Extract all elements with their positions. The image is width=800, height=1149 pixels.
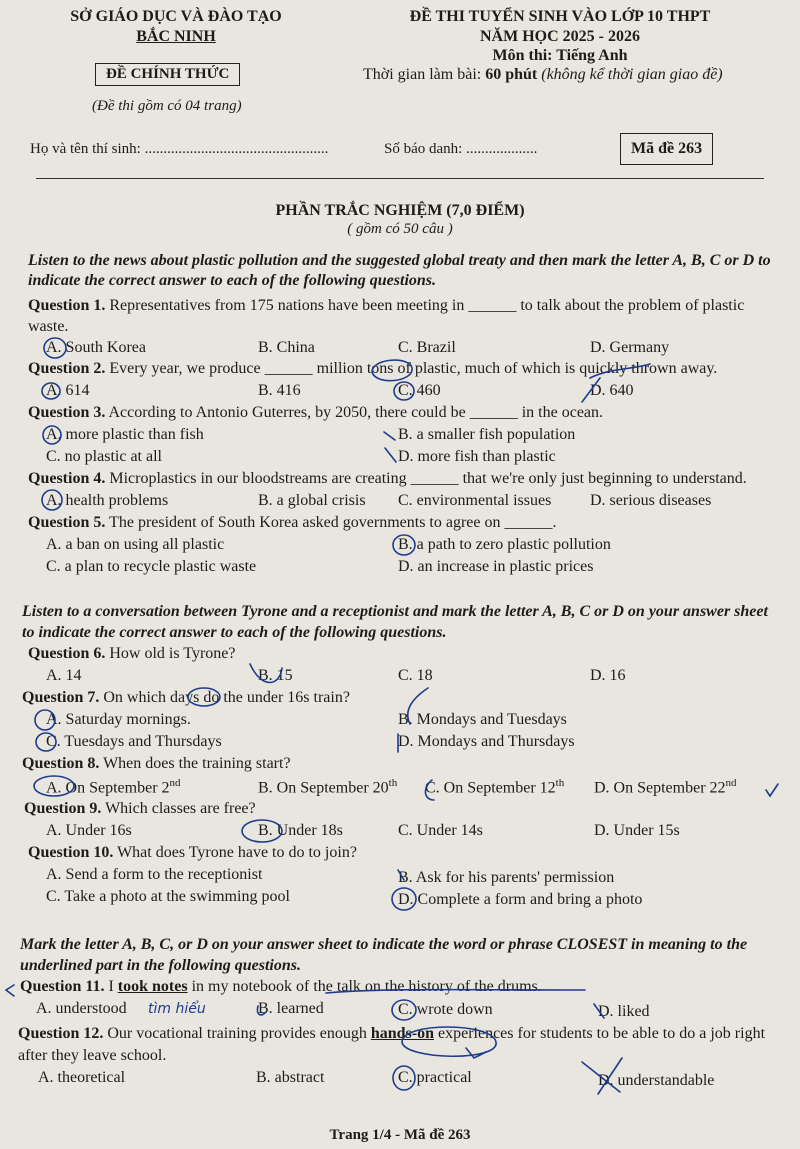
time-prefix: Thời gian làm bài: <box>363 66 482 83</box>
subject: Môn thi: Tiếng Anh <box>492 47 628 64</box>
option-8b[interactable] <box>258 777 397 797</box>
bracket-q11 <box>6 985 14 996</box>
option-2c[interactable]: C. 460 <box>398 382 441 399</box>
option-11d[interactable]: D. liked <box>598 1003 650 1020</box>
question-12 <box>18 1023 782 1067</box>
option-6b[interactable]: B. 15 <box>258 667 293 684</box>
option-10c[interactable]: C. Take a photo at the swimming pool <box>46 888 290 905</box>
option-6d[interactable]: D. 16 <box>590 667 626 684</box>
question-label: Question 3. <box>28 404 106 421</box>
question-1 <box>28 295 778 337</box>
option-9a[interactable]: A. Under 16s <box>46 822 132 839</box>
time-line <box>363 66 723 84</box>
option-12c[interactable]: C. practical <box>398 1069 472 1086</box>
question-label: Question 10. <box>28 844 114 861</box>
mark-3b <box>384 432 395 440</box>
question-text: According to Antonio Guterres, by 2050, there could be ______ in the ocean. <box>108 404 604 421</box>
pages-note: (Đề thi gồm có 04 trang) <box>92 98 242 114</box>
underlined-phrase: hands-on <box>370 1025 434 1042</box>
underlined-phrase: took notes <box>117 978 188 995</box>
question-label: Question 1. <box>28 297 106 314</box>
option-10d[interactable]: D. Complete a form and bring a photo <box>398 891 643 908</box>
department-name: SỞ GIÁO DỤC VÀ ĐÀO TẠO <box>70 8 282 25</box>
question-text: Every year, we produce ______ million tons of plastic, much of which is quickly thrown away. <box>109 360 718 377</box>
option-2b[interactable]: B. 416 <box>258 382 301 399</box>
question-text: Representatives from 175 nations have been meeting in ______ to talk about the problem of plastic waste. <box>28 297 745 335</box>
part1-instruction: Listen to the news about plastic pollution and the suggested global treaty and then mark the letter A, B, C or D to indicate the correct answer to each of the following questions. <box>28 252 771 289</box>
option-6a[interactable]: A. 14 <box>46 667 82 684</box>
option-7c[interactable]: C. Tuesdays and Thursdays <box>46 733 222 750</box>
option-text: A. On September 2 <box>46 779 170 797</box>
question-label: Question 11. <box>20 978 105 995</box>
question-label: Question 9. <box>24 800 102 817</box>
question-text-pre: I <box>108 978 114 995</box>
ordinal-suffix: nd <box>725 777 737 789</box>
option-5d[interactable]: D. an increase in plastic prices <box>398 558 594 575</box>
question-text: On which days do the under 16s train? <box>103 689 350 706</box>
question-text-post: in my notebook of the talk on the history of the drums. <box>191 978 542 995</box>
question-label: Question 2. <box>28 360 106 377</box>
option-4a[interactable]: A. health problems <box>46 492 169 509</box>
option-8d[interactable] <box>594 777 737 797</box>
option-8c[interactable] <box>425 777 564 797</box>
option-7d[interactable]: D. Mondays and Thursdays <box>398 733 575 750</box>
option-4b[interactable]: B. a global crisis <box>258 492 366 509</box>
option-11b[interactable]: B. learned <box>258 1000 324 1017</box>
question-5 <box>28 514 557 532</box>
question-text: What does Tyrone have to do to join? <box>117 844 357 861</box>
option-1d[interactable]: D. Germany <box>590 339 670 356</box>
part3-instruction: Mark the letter A, B, C, or D on your answer sheet to indicate the word or phrase CLOSEST in meaning to the underlined part in the following questions. <box>20 936 748 974</box>
option-2a[interactable]: A. 614 <box>46 382 90 399</box>
candidate-name-field: Họ và tên thí sinh: ................................................. <box>30 141 329 157</box>
question-label: Question 12. <box>18 1025 104 1042</box>
option-12d[interactable]: D. understandable <box>598 1072 715 1089</box>
mark-3d <box>385 448 396 462</box>
exam-code-box: Mã đề 263 <box>620 133 713 165</box>
official-label: ĐỀ CHÍNH THỨC <box>95 63 240 86</box>
question-8 <box>22 755 291 773</box>
question-7 <box>22 689 350 707</box>
option-3c[interactable]: C. no plastic at all <box>46 448 162 465</box>
option-11c[interactable]: C. wrote down <box>398 1001 493 1018</box>
question-text: The president of South Korea asked governments to agree on ______. <box>109 514 557 531</box>
option-5c[interactable]: C. a plan to recycle plastic waste <box>46 558 257 575</box>
option-12b[interactable]: B. abstract <box>256 1069 325 1086</box>
question-text: When does the training start? <box>103 755 291 772</box>
option-5a[interactable]: A. a ban on using all plastic <box>46 536 225 553</box>
option-10a[interactable]: A. Send a form to the receptionist <box>46 866 263 883</box>
section-title: PHẦN TRẮC NGHIỆM (7,0 ĐIỂM) <box>275 202 525 219</box>
school-year: NĂM HỌC 2025 - 2026 <box>480 28 640 45</box>
option-11a[interactable]: A. understood <box>36 1000 127 1017</box>
option-10b[interactable]: B. Ask for his parents' permission <box>398 869 615 886</box>
time-note: (không kể thời gian giao đề) <box>541 66 723 83</box>
question-text: Microplastics in our bloodstreams are creating ______ that we're only just beginning to understand. <box>109 470 747 487</box>
ordinal-suffix: th <box>555 777 565 789</box>
option-5b[interactable]: B. a path to zero plastic pollution <box>398 536 611 553</box>
question-label: Question 4. <box>28 470 106 487</box>
option-7b[interactable]: B. Mondays and Tuesdays <box>398 711 567 728</box>
option-1a[interactable]: A. South Korea <box>46 339 146 356</box>
option-text: C. On September 12 <box>425 779 556 797</box>
province-name: BẮC NINH <box>136 28 216 45</box>
question-text: Which classes are free? <box>105 800 256 817</box>
question-9 <box>24 800 256 818</box>
option-text: D. On September 22 <box>594 779 726 797</box>
question-label: Question 5. <box>28 514 106 531</box>
question-10 <box>28 844 357 862</box>
option-3a[interactable]: A. more plastic than fish <box>46 426 204 443</box>
header-divider <box>36 178 764 179</box>
question-label: Question 7. <box>22 689 100 706</box>
question-text: How old is Tyrone? <box>109 645 236 662</box>
question-text-pre: Our vocational training provides enough <box>107 1025 367 1042</box>
part2-instruction: Listen to a conversation between Tyrone and a receptionist and mark the letter A, B, C or D on your answer sheet to indicate the correct answer to each of the following questions. <box>22 603 768 641</box>
option-12a[interactable]: A. theoretical <box>38 1069 126 1086</box>
candidate-id-field: Số báo danh: ................... <box>384 141 538 157</box>
page-footer: Trang 1/4 - Mã đề 263 <box>329 1127 471 1143</box>
option-6c[interactable]: C. 18 <box>398 667 433 684</box>
question-4 <box>28 470 747 488</box>
option-3b[interactable]: B. a smaller fish population <box>398 426 576 443</box>
question-11 <box>20 978 542 996</box>
time-value: 60 phút <box>485 66 538 83</box>
option-1b[interactable]: B. China <box>258 339 315 356</box>
option-4d[interactable]: D. serious diseases <box>590 492 712 509</box>
option-9b[interactable]: B. Under 18s <box>258 822 343 839</box>
option-2d[interactable]: D. 640 <box>590 382 634 399</box>
question-3 <box>28 404 603 422</box>
option-9c[interactable]: C. Under 14s <box>398 822 483 839</box>
option-text: B. On September 20 <box>258 779 389 797</box>
ordinal-suffix: nd <box>169 777 181 789</box>
option-9d[interactable]: D. Under 15s <box>594 822 680 839</box>
exam-title: ĐỀ THI TUYỂN SINH VÀO LỚP 10 THPT <box>409 8 711 25</box>
option-3d[interactable]: D. more fish than plastic <box>398 448 556 465</box>
check-8d <box>766 784 778 796</box>
question-label: Question 6. <box>28 645 106 662</box>
section-subtitle: ( gồm có 50 câu ) <box>347 221 453 237</box>
question-6 <box>28 645 235 663</box>
handwritten-note: tìm hiểu <box>148 1001 206 1017</box>
option-4c[interactable]: C. environmental issues <box>398 492 552 509</box>
option-8a[interactable] <box>46 777 181 797</box>
question-label: Question 8. <box>22 755 100 772</box>
option-1c[interactable]: C. Brazil <box>398 339 456 356</box>
option-7a[interactable]: A. Saturday mornings. <box>46 711 191 728</box>
ordinal-suffix: th <box>388 777 398 789</box>
question-text-post: experiences for students to be able to do a job right after they leave school. <box>18 1025 766 1064</box>
question-2 <box>28 360 717 378</box>
